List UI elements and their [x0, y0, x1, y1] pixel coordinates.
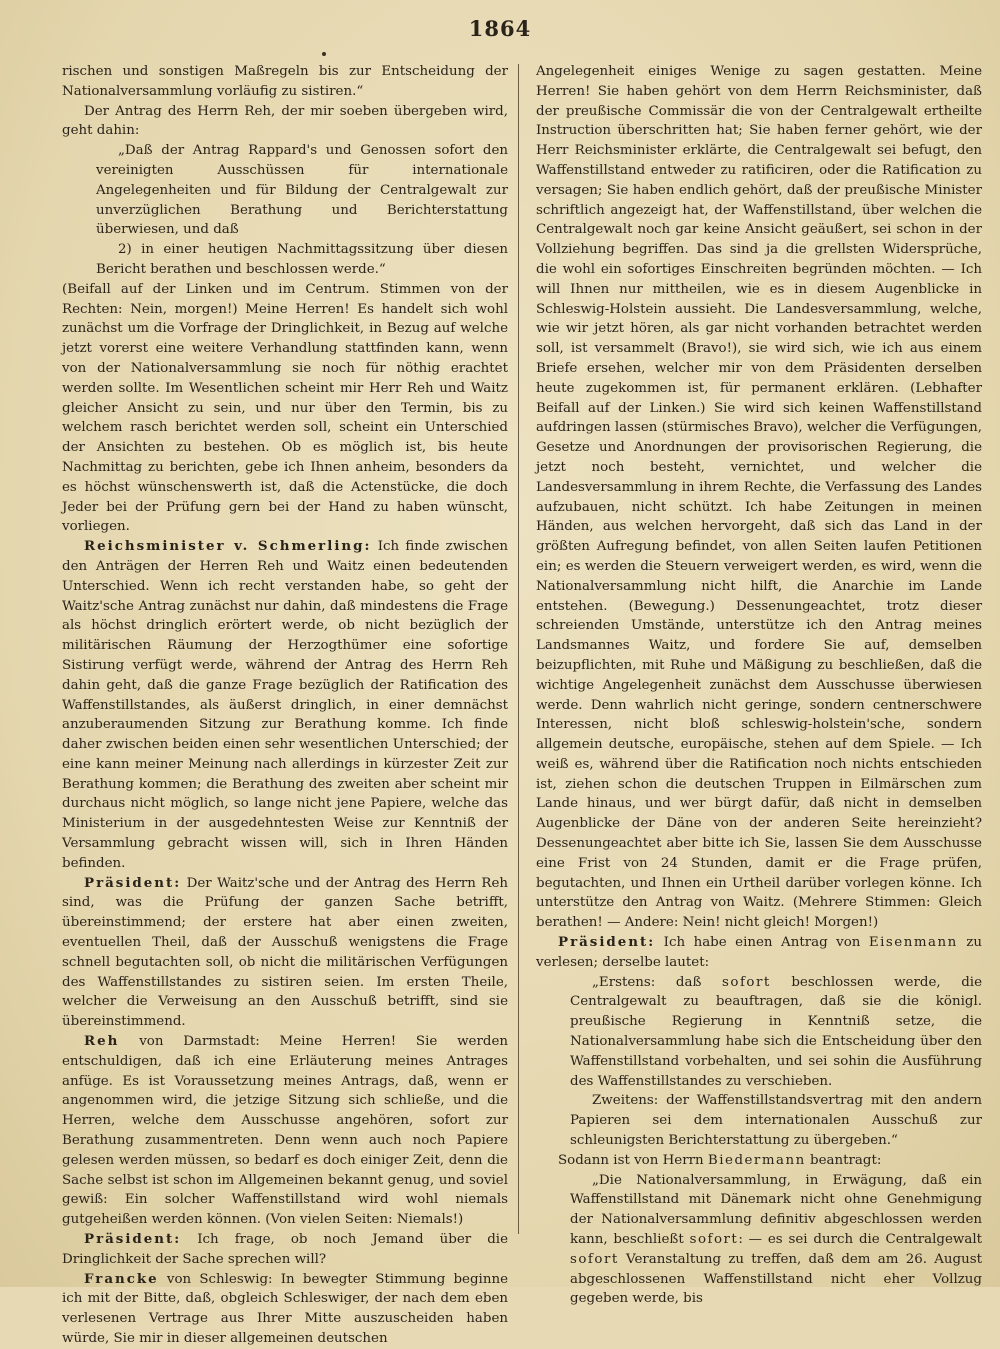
motion-author: Eisenmann	[868, 935, 958, 951]
paragraph	[536, 1151, 982, 1171]
speech	[536, 933, 982, 973]
speech-text: Der Waitz'sche und der Antrag des Herrn Reh sind, was die Prüfung der ganzen Sache betrifft, übereinstimmend; der erstere hat aber einen zweiten, eventuellen Theil, daß der Ausschuß wenigstens die Frage schnell begutachten soll, ob nicht die militärischen Verfügungen des Waffenstillstandes zu sistiren seien. Im ersten Theile, welcher die Verweisung an den Ausschuß betrifft, sind sie übereinstimmend.	[62, 875, 508, 1030]
speaker-name: Präsident:	[84, 874, 182, 891]
text: beantragt:	[810, 1152, 882, 1168]
speaker-origin: von Schleswig:	[166, 1271, 273, 1287]
speech-text: Ich finde zwischen den Anträgen der Herren Reh und Waitz einen bedeutenden Unterschied. Wenn ich recht verstanden habe, so geht der Waitz'sche Antrag zunächst nur dahin, daß mindestens die Frage als höchst dringlich erörtert werde, ob nicht bezüglich der militärischen Räumung der Herzogthümer eine sofortige Sistirung verfügt werde, während der Antrag des Herrn Reh dahin geht, daß die ganze Frage bezüglich der Ratification des Waffenstillstandes, als äußerst dringlich, in einer demnächst anzuberaumenden Sitzung zur Berathung komme. Ich finde daher zwischen beiden einen sehr wesentlichen Unterschied; der eine kann meiner Meinung nach allerdings in kürzester Zeit zur Berathung kommen; die Berathung des zweiten aber scheint mir durchaus nicht möglich, so lange nicht jene Papiere, welche das Ministerium in der ausgedehntesten Weise zur Kenntniß der Versammlung gebracht wissen will, sich in Ihren Händen befinden.	[62, 539, 508, 871]
right-column	[536, 62, 982, 1309]
quoted-motion	[536, 1171, 982, 1310]
speaker-name: Präsident:	[84, 1231, 182, 1248]
motion-author: Biedermann	[707, 1152, 806, 1168]
motion-text: Veranstaltung zu treffen, daß dem am 26. August abgeschlossenen Waffenstillstand nicht eher Vollzug gegeben werde, bis	[570, 1251, 982, 1307]
quoted-motion-item: 2) in einer heutigen Nachmittagssitzung über diesen Bericht berathen und beschlossen werde.“	[96, 242, 508, 277]
speaker-origin: von Darmstadt:	[139, 1034, 260, 1050]
speech	[62, 1032, 508, 1230]
emphasis: sofort	[722, 974, 771, 990]
speech	[62, 1230, 508, 1270]
left-column	[62, 62, 508, 1349]
speaker-name: Reichsminister v. Schmerling:	[84, 538, 372, 555]
motion-text: beschlossen werde, die Centralgewalt zu beauftragen, daß sie die königl. preußische Regierung in Kenntniß setze, die Nationalversammlung habe sich die Entscheidung über den Waffenstillstand vorbehalten, und sei sohin die Ausführung des Waffenstillstandes zu verschieben.	[570, 974, 983, 1089]
speech-text: Ich habe einen Antrag von	[663, 935, 861, 951]
text: Sodann ist von Herrn	[558, 1152, 704, 1168]
page-number: 1864	[468, 16, 532, 41]
paragraph: (Beifall auf der Linken und im Centrum. Stimmen von der Rechten: Nein, morgen!) Meine Herren! Es handelt sich wohl zunächst um die Vorfrage der Dringlichkeit, in Bezug auf welche jetzt vorerst eine weitere Verhandlung stattfinden kann, wenn von der Nationalversammlung sie noch für nöthig erachtet werden sollte. Im Wesentlichen scheint mir Herr Reh und Waitz gleicher Ansicht zu sein, und nur über den Termin, bis zu welchem rasch berichtet werden soll, scheint ein Unterschied der Ansichten zu bestehen. Ob es möglich ist, bis heute Nachmittag zu berichten, gebe ich Ihnen anheim, besonders da es höchst wünschenswerth ist, daß die Actenstücke, die doch Jeder bei der Prüfung gern bei der Hand zu haben wünscht, vorliegen.	[62, 281, 508, 535]
speaker-name: Präsident:	[558, 934, 656, 951]
speech-continuation: Angelegenheit einiges Wenige zu sagen gestatten. Meine Herren! Sie haben gehört von dem Herrn Reichsminister, daß der preußische Commissär die von der Centralgewalt ertheilte Instruction überschritten hat; Sie haben ferner gehört, wie der Herr Reichsminister erklärte, die Centralgewalt sei befugt, den Waffenstillstand entweder zu ratificiren, oder die Ratification zu versagen; Sie haben endlich gehört, daß der preußische Minister schriftlich angezeigt hat, der Waffenstillstand, über welchen die Centralgewalt noch gar keine Ansicht geäußert, sei schon in der Vollziehung begriffen. Das sind ja die grellsten Widersprüche, die wohl ein sofortiges Einschreiten begründen möchten. — Ich will Ihnen nur mittheilen, wie es in diesem Augenblicke in Schleswig-Holstein aussieht. Die Landesversammlung, welche, wie wir jetzt hören, als gar nicht vorhanden betrachtet werden soll, ist versammelt (Bravo!), sie wird sich, wie ich aus einem Briefe ersehen, welcher mir von dem Präsidenten derselben heute zugekommen ist, für permanent erklären. (Lebhafter Beifall auf der Linken.) Sie wird sich keinen Waffenstillstand aufdringen lassen (stürmisches Bravo), welcher die Verfügungen, Gesetze und Anordnungen der provisorischen Regierung, die jetzt noch besteht, vernichtet, und welcher die Landesversammlung in ihrem Rechte, die Verfassung des Landes aufzubauen, nicht schützt. Ich habe Zeitungen in meinen Händen, aus welchen hervorgeht, daß sich das Land in der größten Aufregung befindet, von allen Seiten laufen Petitionen ein; es werden die Steuern verweigert werden, es wird, wenn die Nationalversammlung nicht hilft, die Anarchie im Lande entstehen. (Bewegung.) Dessenungeachtet, trotz dieser schreienden Umstände, unterstütze ich den Antrag meines Landsmannes Waitz, und fordere Sie auf, demselben beizupflichten, mit Ruhe und Mäßigung zu beschließen, daß die wichtige Angelegenheit zunächst dem Ausschusse überwiesen werde. Denn wahrlich nicht geringe, sondern centnerschwere Interessen, nicht bloß schleswig-holstein'sche, sondern allgemein deutsche, europäische, stehen auf dem Spiele. — Ich weiß es, während über die Ratification noch nichts entschieden ist, ziehen schon die deutschen Truppen in Eilmärschen zum Lande hinaus, und wer bürgt dafür, daß nicht in demselben Augenblicke der Däne von der anderen Seite hereinzieht? Dessenungeachtet aber bitte ich Sie, lassen Sie dem Ausschusse eine Frist von 24 Stunden, damit er die Frage prüfen, begutachten, und Ihnen ein Urtheil darüber vorlegen könne. Ich unterstütze den Antrag von Waitz. (Mehrere Stimmen: Gleich berathen! — Andere: Nein! nicht gleich! Morgen!)	[536, 64, 982, 931]
speech-text: zu verlesen; derselbe lautet:	[536, 935, 982, 970]
emphasis: sofort	[689, 1232, 739, 1248]
column-divider	[518, 64, 519, 1234]
quoted-motion	[536, 973, 982, 1092]
motion-text: „Erstens: daß	[592, 974, 702, 990]
printer-mark	[322, 52, 326, 56]
paragraph: Der Antrag des Herrn Reh, der mir soeben übergeben wird, geht dahin:	[62, 103, 508, 139]
speaker-name: Reh	[84, 1033, 120, 1050]
speech	[62, 1270, 508, 1349]
speech-text: Meine Herren! Sie werden entschuldigen, daß ich eine Erläuterung meines Antrages anfüge. Es ist Voraussetzung meines Antrags, daß, wenn er angenommen wird, die jetzige Sitzung sich schließe, und die Herren, welche dem Ausschusse angehören, sofort zur Berathung zusammentreten. Denn wenn auch noch Papiere gelesen werden müssen, so bedarf es doch einiger Zeit, denn die Sache selbst ist schon im Allgemeinen bekannt genug, und soviel gewiß: Ein solcher Waffenstillstand wird wohl niemals gutgeheißen werden können. (Von vielen Seiten: Niemals!)	[62, 1034, 508, 1228]
motion-text: „Die Nationalversammlung, in Erwägung, daß ein Waffenstillstand mit Dänemark nicht ohne Genehmigung der Nationalversammlung definitiv abgeschlossen werden kann, beschließt	[570, 1172, 982, 1248]
paragraph: rischen und sonstigen Maßregeln bis zur Entscheidung der Nationalversammlung vorläufig zu sistiren.“	[62, 64, 508, 99]
speech	[62, 537, 508, 874]
speech-text: Ich frage, ob noch Jemand über die Dringlichkeit der Sache sprechen will?	[62, 1232, 508, 1267]
motion-text: : — es sei durch die Centralgewalt	[738, 1232, 982, 1248]
quoted-motion: „Daß der Antrag Rappard's und Genossen sofort den vereinigten Ausschüssen für internationale Angelegenheiten und für Bildung der Centralgewalt zur unverzüglichen Berathung und Berichterstattung überwiesen, und daß	[96, 143, 508, 238]
speech-text: In bewegter Stimmung beginne ich mit der Bitte, daß, obgleich Schleswiger, der nach dem eben verlesenen Vertrage aus Ihrer Mitte auszuscheiden haben würde, Sie mir in dieser allgemeinen deutschen	[62, 1271, 508, 1346]
emphasis: sofort	[570, 1251, 619, 1267]
speaker-name: Francke	[84, 1270, 159, 1287]
quoted-motion: Zweitens: der Waffenstillstandsvertrag mit den andern Papieren sei dem internationalen Ausschuß zur schleunigsten Berichterstattung zu übergeben.“	[570, 1093, 982, 1149]
speech	[62, 874, 508, 1032]
